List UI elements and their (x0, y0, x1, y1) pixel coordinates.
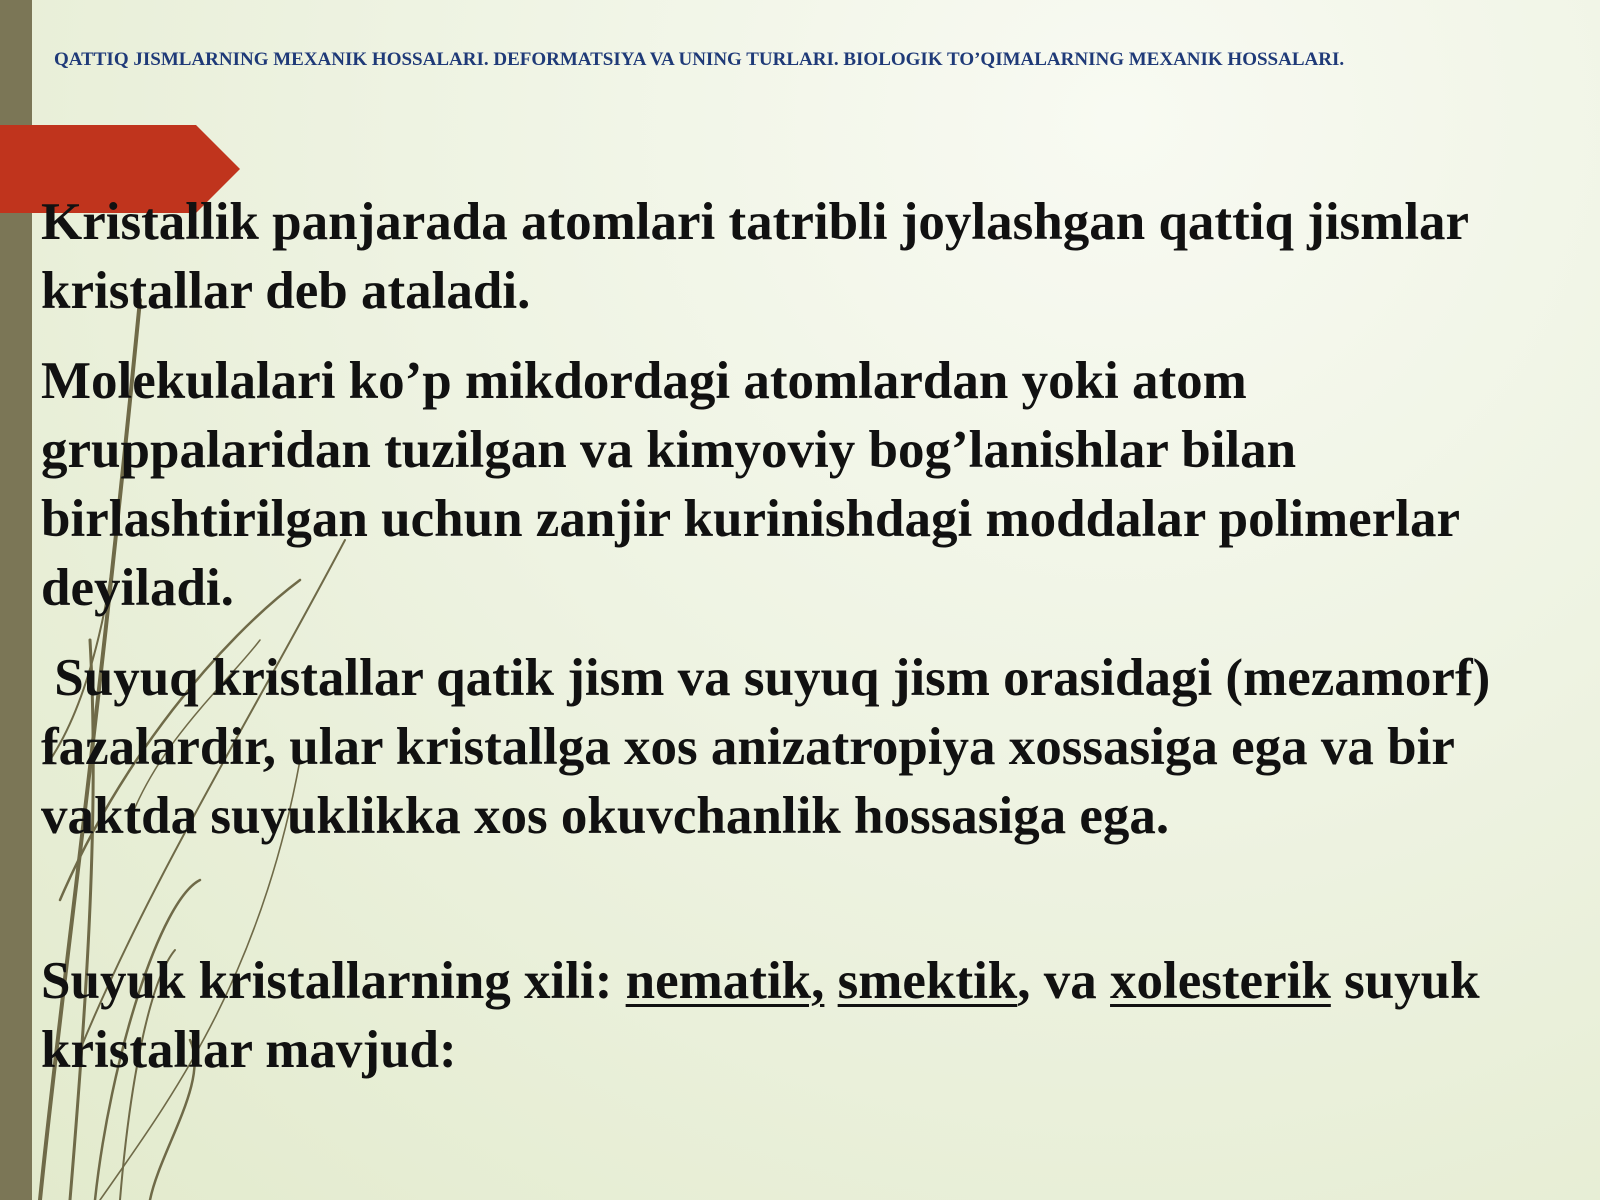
types-suffix: suyuk kristallar mavjud: (41, 952, 1493, 1079)
slide-header: QATTIQ JISMLARNING MEXANIK HOSSALARI. DEFORMATSIYA VA UNING TURLARI. BIOLOGIK TO’QIMALARNING MEXANIK HOSSALARI. (54, 49, 1345, 70)
slide-body (41, 188, 1521, 1106)
paragraph-polymers: Molekulalari ko’p mikdordagi atomlardan yoki atom gruppalaridan tuzilgan va kimyoviy bog’lanishlar bilan birlashtirilgan uchun zanjir kurinishdagi moddalar polimerlar deyiladi. (41, 352, 1460, 617)
term-smektik: smektik (837, 952, 1018, 1010)
types-sep-2: , va (1017, 952, 1111, 1010)
types-sep-1 (824, 952, 837, 1010)
term-xolesterik: xolesterik (1110, 952, 1331, 1010)
paragraph-crystals: Kristallik panjarada atomlari tatribli joylashgan qattiq jismlar kristallar deb ataladi. (41, 193, 1469, 320)
term-nematik: nematik, (625, 952, 825, 1010)
paragraph-liquid-crystals: Suyuq kristallar qatik jism va suyuq jism orasidagi (mezamorf) fazalardir, ular kristallga xos anizatropiya xossasiga ega va bir vaktda suyuklikka xos okuvchanlik hossasiga ega. (41, 649, 1504, 845)
types-prefix: Suyuk kristallarning xili: (41, 952, 626, 1010)
paragraph-types (41, 947, 1521, 1085)
